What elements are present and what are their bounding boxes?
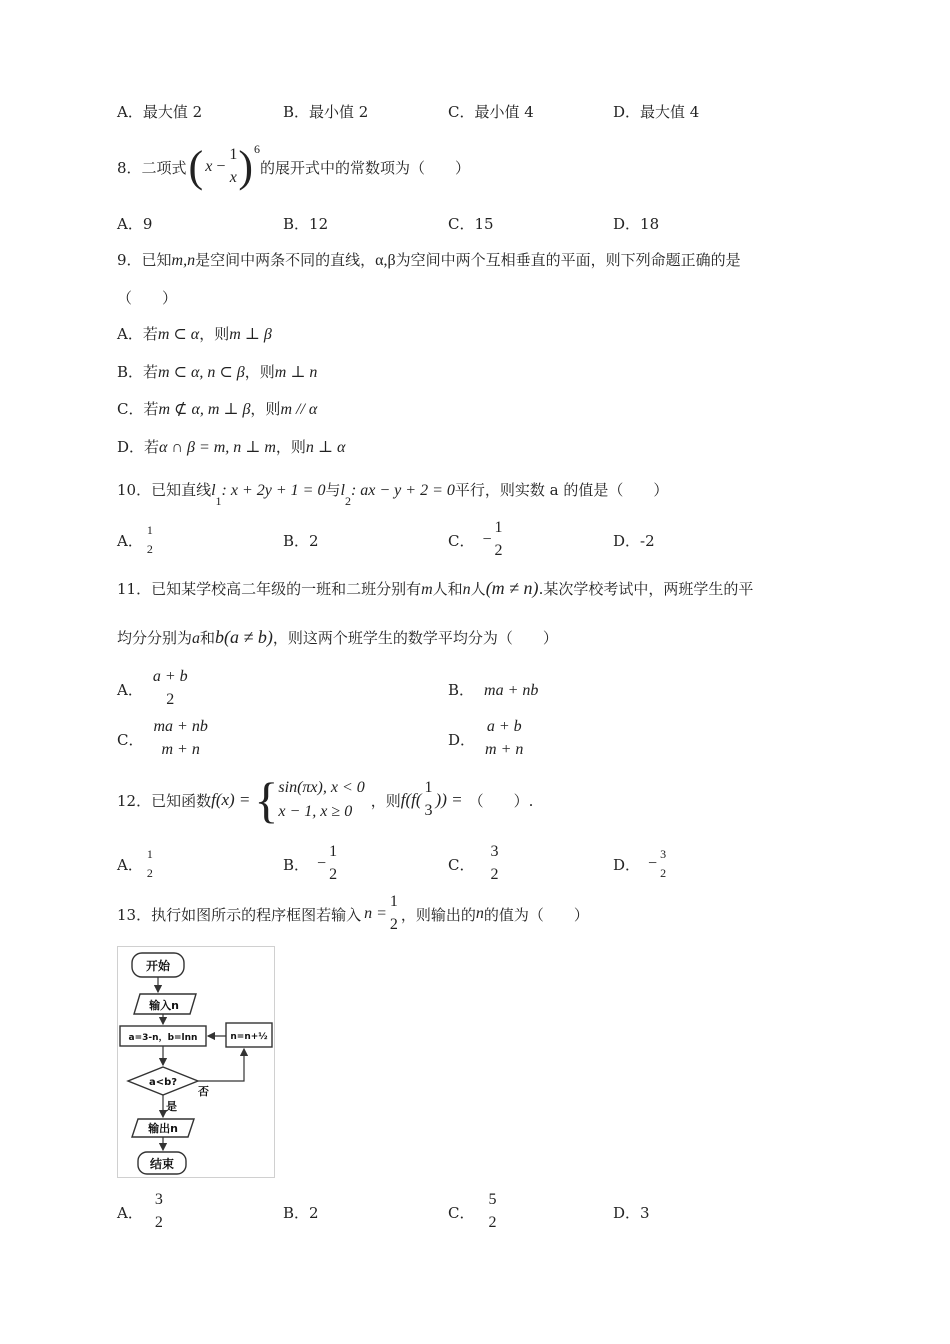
q9-a-then: ，则 [199,325,230,343]
q12-a-frac [147,848,153,879]
flow-decision-label: a<b? [148,1077,178,1088]
q12-d-sign: − [648,855,658,872]
flow-no-label: 否 [198,1085,209,1098]
q11-n: n [462,581,471,598]
q10-l1-sub: 1 [215,494,222,508]
q10-a-label: A． [117,531,143,550]
q13-a-frac [155,1192,163,1232]
q12-ff: f(f( [400,790,422,809]
q11-c-frac [153,719,207,759]
q11-c-den: m + n [161,741,200,758]
q10-prefix: 10．已知直线 [117,481,212,499]
q11-option-d [448,716,523,762]
q13-suffix: 的值为（ ） [483,905,589,924]
q12-option-b [283,842,337,886]
q9-b-concl: m ⊥ n [274,364,318,381]
q12-close: )) = [435,790,463,809]
flow-yes-label: 是 [166,1100,177,1113]
q9-d-label: D．若 [117,438,160,456]
q11-d-label: D． [448,730,476,749]
q12-d-den: 2 [660,866,667,880]
left-paren: ( [188,142,204,191]
q11-c-num: ma + nb [153,718,208,736]
q9-mid: 是空间中两条不同的直线， [195,251,376,269]
q9-b-then: ，则 [244,363,275,381]
q10-a-den: 2 [146,542,153,556]
q12-b-sign: − [317,855,327,872]
q12-c-num: 3 [490,843,499,861]
q12-b-label: B． [283,855,310,874]
q9-a-label: A．若 [117,325,158,343]
q11-d-den: m + n [485,741,524,758]
q13-c-frac [488,1192,496,1232]
q13-option-c [448,1190,496,1234]
q11-b-label: B． [448,681,475,699]
flow-update-label: n=n+½ [230,1032,268,1042]
q11-line1-suffix: .某次学校考试中，两班学生的平 [538,580,754,598]
q12-brace: { [254,772,279,828]
q9-c-label: C．若 [117,400,159,418]
q9-d-concl: n ⊥ α [305,439,346,456]
q10-c-frac [495,520,503,560]
q13-prefix: 13．执行如图所示的程序框图若输入 [117,905,362,924]
q8-option-a: A．9 [117,215,153,233]
q9-option-a [117,323,272,344]
q11-m: m [421,581,433,598]
q12-option-c [448,842,498,886]
question-10 [117,479,669,508]
question-13 [117,892,589,936]
q13-c-den: 2 [488,1214,497,1231]
q12-prefix: 12．已知函数 [117,791,212,810]
q11-a-frac [153,669,188,709]
q12-mid: ，则 [370,791,401,810]
q8-minus: − [216,158,226,175]
q8-option-c: C．15 [448,215,494,233]
q10-c-label: C． [448,531,475,550]
q11-d-num: a + b [486,718,522,736]
q8-x: x [205,158,213,175]
q8-frac-num: 1 [229,146,238,164]
q12-a-num: 1 [146,847,153,862]
q12-c-label: C． [448,855,475,874]
q11-c-label: C． [117,730,144,749]
q7-option-b: B．最小值 2 [283,103,369,121]
q13-n-eq: n = [364,905,387,922]
q12-d-frac [660,848,666,879]
q13-mid: ，则输出的 [400,905,476,924]
q10-option-d: D．-2 [613,532,655,550]
q8-frac-den: x [229,169,237,186]
q11-b-expr: ma + nb [484,682,539,699]
q11-option-c [117,716,208,762]
q9-option-b [117,361,317,382]
q9-suffix: 为空间中两个互相垂直的平面，则下列命题正确的是 [395,251,741,269]
question-12 [117,772,533,828]
q13-a-num: 3 [154,1191,163,1209]
q12-case2: x − 1, x ≥ 0 [278,803,353,820]
q10-a-frac [147,524,153,555]
q11-people2: 人 [470,580,486,598]
q11-b-cond: b(a ≠ b) [215,627,273,647]
q7-option-d: D．最大值 4 [613,103,700,121]
q13-option-a [117,1190,163,1234]
q9-vars-mn: m,n [171,252,196,269]
q12-d-num: 3 [660,847,667,862]
q12-option-d [613,844,666,884]
q10-option-a [117,520,153,560]
q13-n: n [475,905,484,922]
q8-option-d: D．18 [613,215,660,233]
question-11-line1 [117,578,753,599]
flow-assign-label: a=3-n，b=lnn [128,1033,198,1043]
q9-c-then: ，则 [250,400,281,418]
q12-frac-den: 3 [424,802,433,819]
q11-line2-suffix: ，则这两个班学生的数学平均分为（ ） [272,629,558,647]
q9-option-c [117,398,317,419]
q13-a-den: 2 [154,1214,163,1231]
flow-end-label: 结束 [149,1157,175,1171]
q9-c-cond: m ⊄ α, m ⊥ β [158,401,251,418]
q10-l1: l [211,482,216,499]
q12-frac-num: 1 [424,779,433,797]
q10-eq1: : x + 2y + 1 = 0 [221,482,326,499]
q9-b-label: B．若 [117,363,159,381]
q9-b-cond: m ⊂ α, n ⊂ β [158,364,245,381]
flow-start-label: 开始 [145,959,171,973]
q9-c-concl: m // α [280,401,318,418]
q11-prefix: 11．已知某学校高二年级的一班和二班分别有 [117,580,422,598]
q10-c-num: 1 [494,519,503,537]
q10-suffix: 平行，则实数 a 的值是（ ） [454,481,669,499]
q12-b-num: 1 [329,843,338,861]
q13-option-b: B．2 [283,1204,319,1222]
q9-option-d [117,436,345,457]
q10-a-num: 1 [146,523,153,538]
q12-c-frac [490,844,498,884]
q10-l2: l [340,482,345,499]
q7-option-c: C．最小值 4 [448,103,534,121]
q10-c-sign: − [482,531,492,548]
question-11-line2 [117,627,558,648]
q11-line2-prefix: 均分分别为 [117,629,193,647]
q11-a-label: A． [117,680,143,699]
q10-option-b: B．2 [283,532,319,550]
q7-option-a: A．最大值 2 [117,103,203,121]
q11-a: a [192,630,201,647]
q11-people1: 人和 [432,580,463,598]
q11-d-frac [485,719,523,759]
q13-c-label: C． [448,1203,475,1222]
q8-option-b: B．12 [283,215,329,233]
q10-eq2: : ax − y + 2 = 0 [350,482,455,499]
q8-exponent: 6 [254,142,260,156]
q12-b-frac [329,844,337,884]
q13-c-num: 5 [488,1191,497,1209]
q12-c-den: 2 [490,866,499,883]
q9-prefix: 9．已知 [117,251,172,269]
q12-case1: sin(πx), x < 0 [278,779,365,796]
right-paren: ) [238,142,253,191]
q11-a-den: 2 [166,691,175,708]
q12-option-a [117,844,153,884]
q11-and: 和 [200,629,216,647]
q13-option-d: D．3 [613,1204,650,1222]
q11-option-a [117,666,188,712]
q9-vars-ab: α,β [375,252,396,269]
q13-frac [390,894,398,934]
q12-frac [425,780,433,820]
q9-paren: （ ） [117,289,178,307]
q10-and: 与 [325,481,341,499]
q10-l2-sub: 2 [344,494,351,508]
q11-cond: (m ≠ n) [485,578,539,598]
q8-fraction [229,147,237,187]
q9-a-cond: m ⊂ α [157,326,200,343]
q12-d-label: D． [613,855,641,874]
q13-a-label: A． [117,1203,143,1222]
flow-output-label: 输出n [148,1122,178,1135]
q10-option-c [448,518,503,562]
q12-a-label: A． [117,855,143,874]
q9-a-concl: m ⊥ β [229,326,272,343]
q13-frac-den: 2 [389,916,398,933]
q12-b-den: 2 [329,866,338,883]
q12-fx: f(x) = [211,790,251,809]
question-8 [117,140,470,194]
q9-d-then: ，则 [275,438,306,456]
q10-c-den: 2 [494,542,503,559]
q12-cases [278,776,364,824]
q9-d-cond: α ∩ β = m, n ⊥ m [159,439,276,456]
question-9 [117,249,741,270]
q11-option-b [448,679,538,700]
flowchart-figure [117,946,275,1178]
q11-a-num: a + b [152,668,188,686]
q8-prefix: 8．二项式 [117,158,187,177]
flow-input-label: 输入n [149,999,179,1012]
q13-frac-num: 1 [389,893,398,911]
q12-a-den: 2 [146,866,153,880]
q8-suffix: 的展开式中的常数项为（ ） [260,158,471,177]
q12-suffix: （ ）. [468,791,534,810]
